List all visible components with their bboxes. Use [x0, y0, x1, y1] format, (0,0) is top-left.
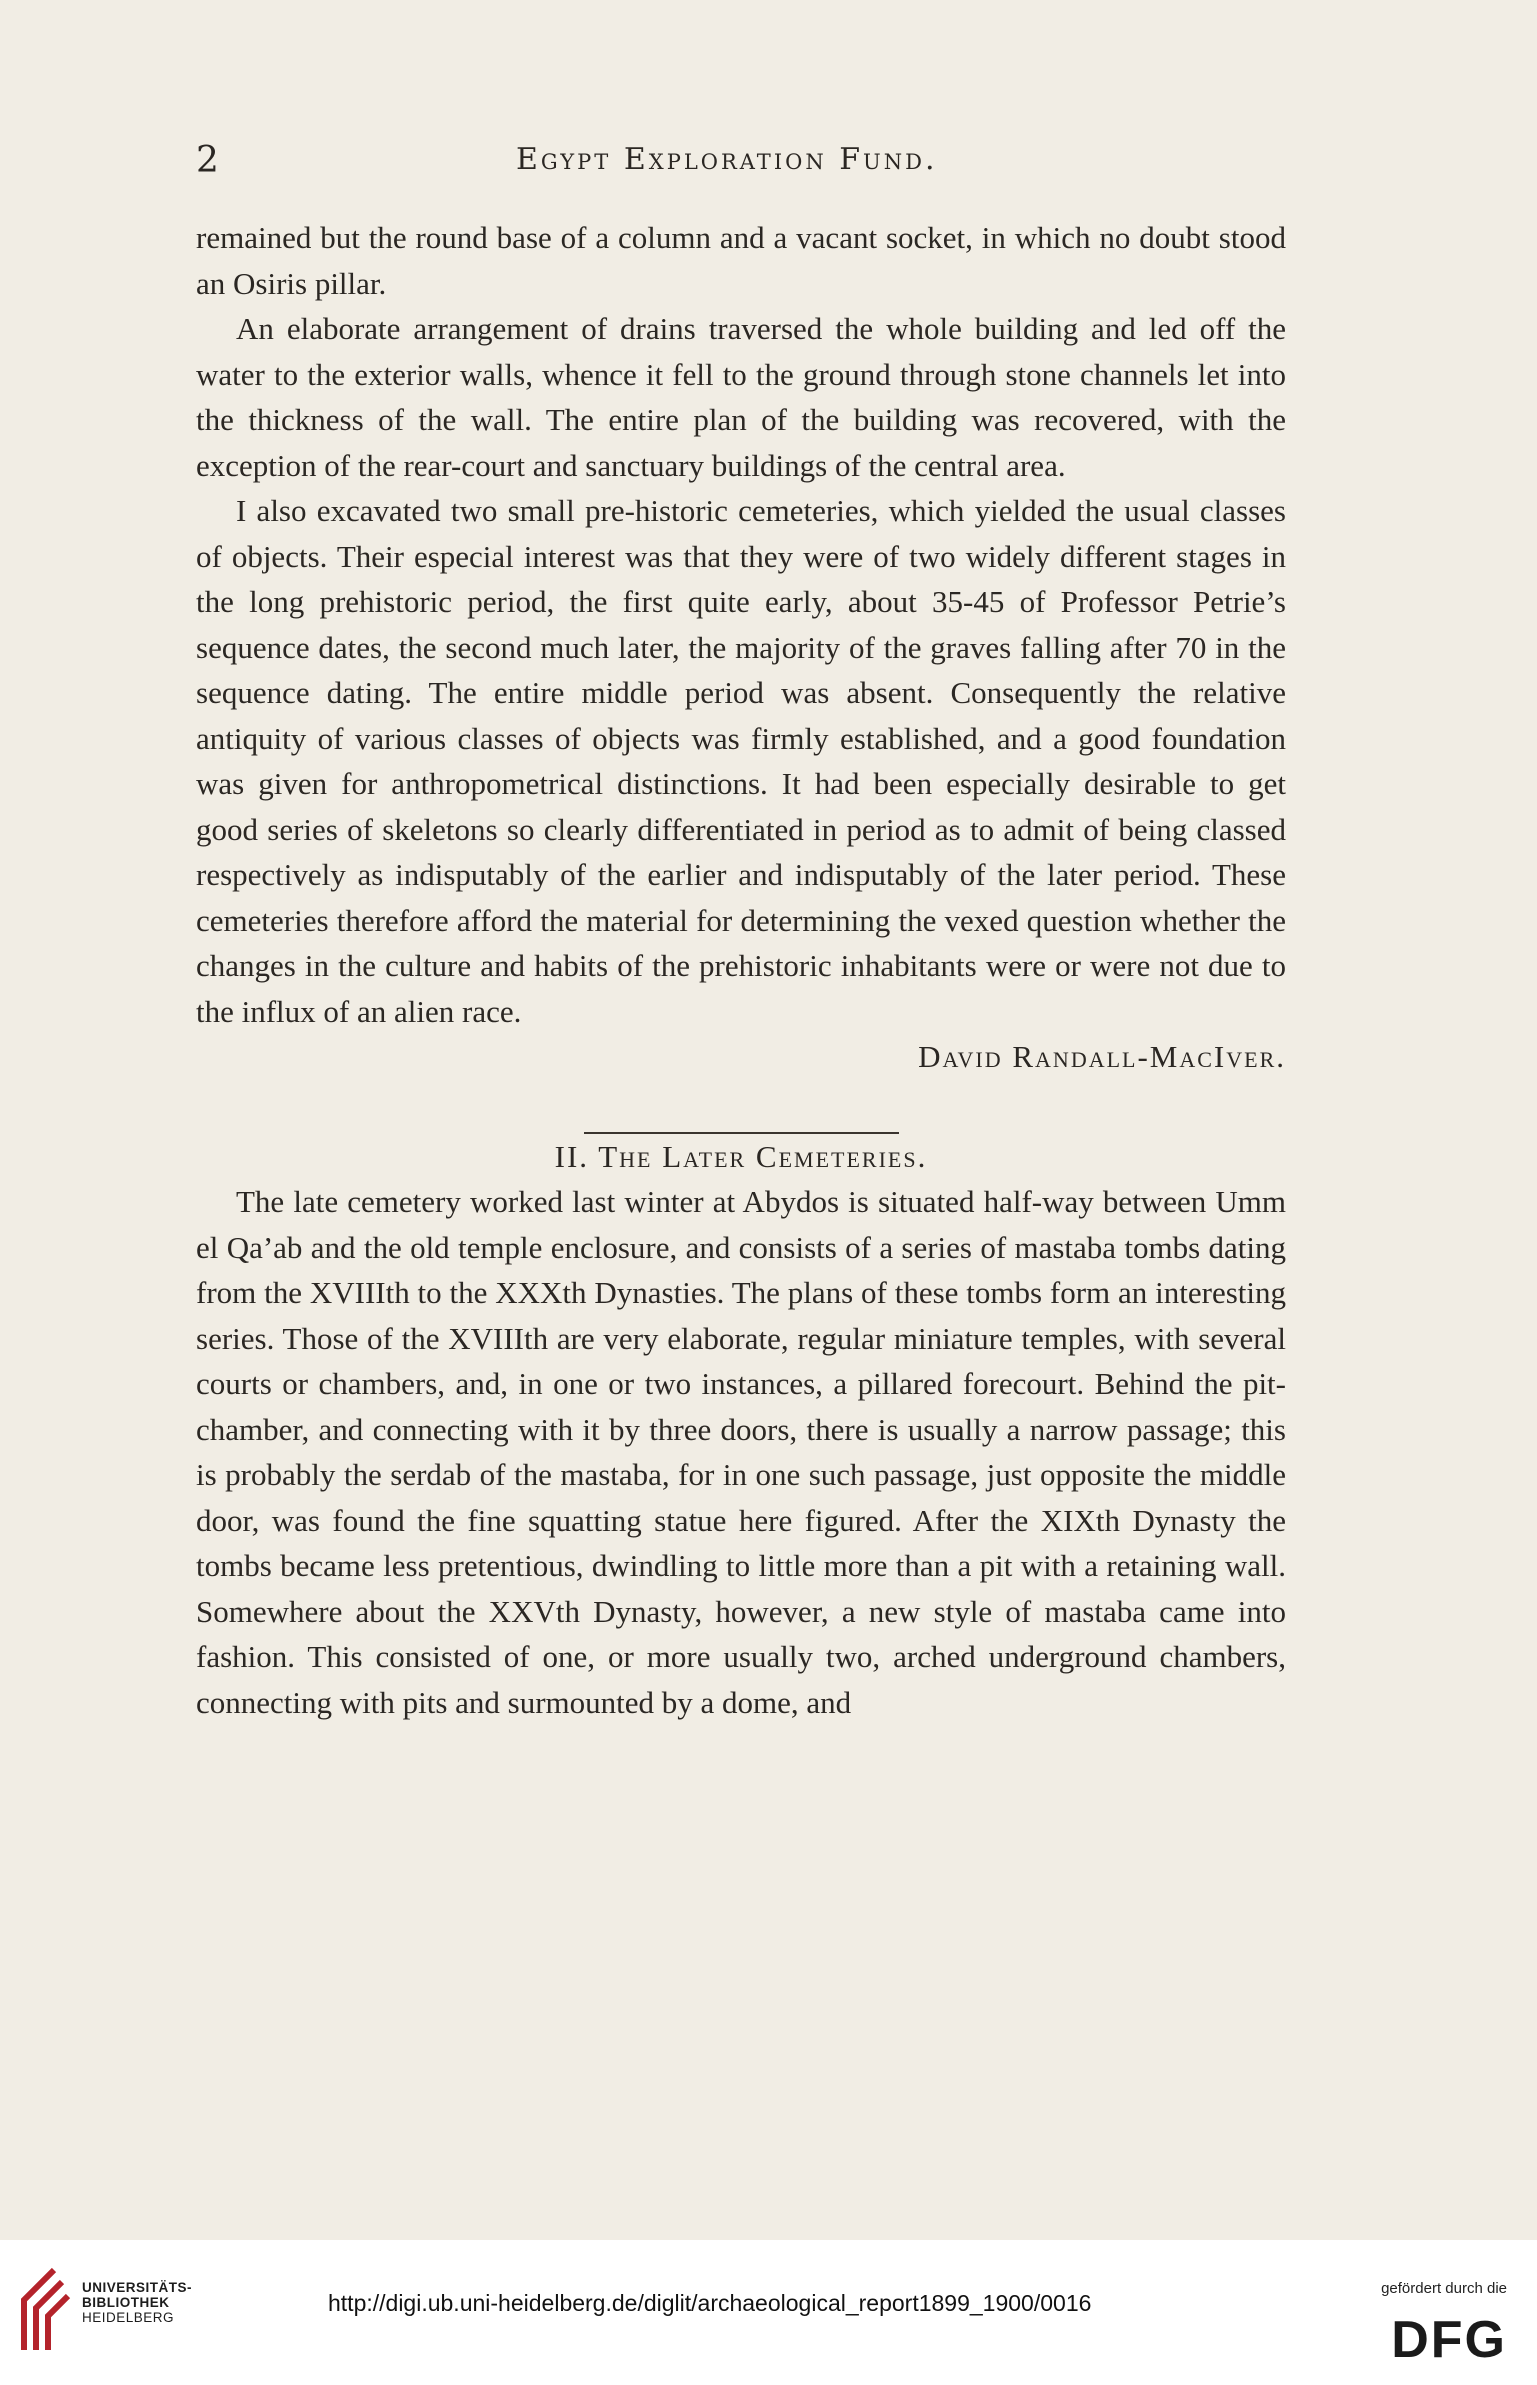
body-text	[196, 215, 1286, 1725]
paragraph: I also excavated two small pre-historic cemeteries, which yielded the usual classes of objects. Their especial interest was that they were of two widely different stages in the long prehistoric period, the first quite early, about 35-45 of Professor Petrie’s sequence dates, the second much later, the majority of the graves falling after 70 in the sequence dating. The entire middle period was absent. Consequently the relative antiquity of various classes of objects was firmly established, and a good foundation was given for anthropometrical distinctions. It had been especially desirable to get good series of skeletons so clearly differentiated in period as to admit of being classed respectively as indisputably of the earlier and indisputably of the later period. These cemeteries therefore afford the material for determining the vexed question whether the changes in the culture and habits of the prehistoric inhabitants were or were not due to the influx of an alien race.	[196, 493, 1286, 1029]
library-name: UNIVERSITÄTS- BIBLIOTHEK HEIDELBERG	[82, 2280, 193, 2325]
paragraph: The late cemetery worked last winter at Abydos is situated half-way between Umm el Qa’ab and the old temple enclosure, and consists of a series of mastaba tombs dating from the XVIIIth to the XXXth Dynasties. The plans of these tombs form an interesting series. Those of the XVIIIth are very elaborate, regular miniature temples, with several courts or chambers, and, in one or two instances, a pillared forecourt. Behind the pit-chamber, and connecting with it by three doors, there is usually a narrow passage; this is probably the serdab of the mastaba, for in one such passage, just opposite the middle door, was found the fine squatting statue here figured. After the XIXth Dynasty the tombs became less pretentious, dwindling to little more than a pit with a retaining wall. Somewhere about the XXVth Dynasty, however, a new style of mastaba came into fashion. This consisted of one, or more usually two, arched underground chambers, connecting with pits and surmounted by a dome, and	[196, 1184, 1286, 1720]
paragraph: remained but the round base of a column and a vacant socket, in which no doubt stood an Osiris pillar.	[196, 220, 1286, 301]
author-signature: David Randall-MacIver.	[918, 1039, 1286, 1074]
page-number: 2	[196, 140, 219, 181]
paragraph: An elaborate arrangement of drains traversed the whole building and led off the water to the exterior walls, whence it fell to the ground through stone channels let into the thickness of the wall. The entire plan of the building was recovered, with the exception of the rear-court and sanctuary buildings of the central area.	[196, 311, 1286, 483]
running-head: Egypt Exploration Fund.	[516, 142, 938, 177]
dfg-logo: DFG	[1391, 2311, 1507, 2369]
section-title: II. The Later Cemeteries.	[554, 1138, 928, 1174]
digitization-footer	[0, 2240, 1537, 2385]
university-library-logo-icon	[14, 2260, 72, 2356]
permalink-url[interactable]: http://digi.ub.uni-heidelberg.de/diglit/archaeological_report1899_1900/0016	[328, 2290, 1092, 2316]
funder-caption: gefördert durch die	[1381, 2280, 1507, 2297]
page-header	[196, 140, 1286, 190]
